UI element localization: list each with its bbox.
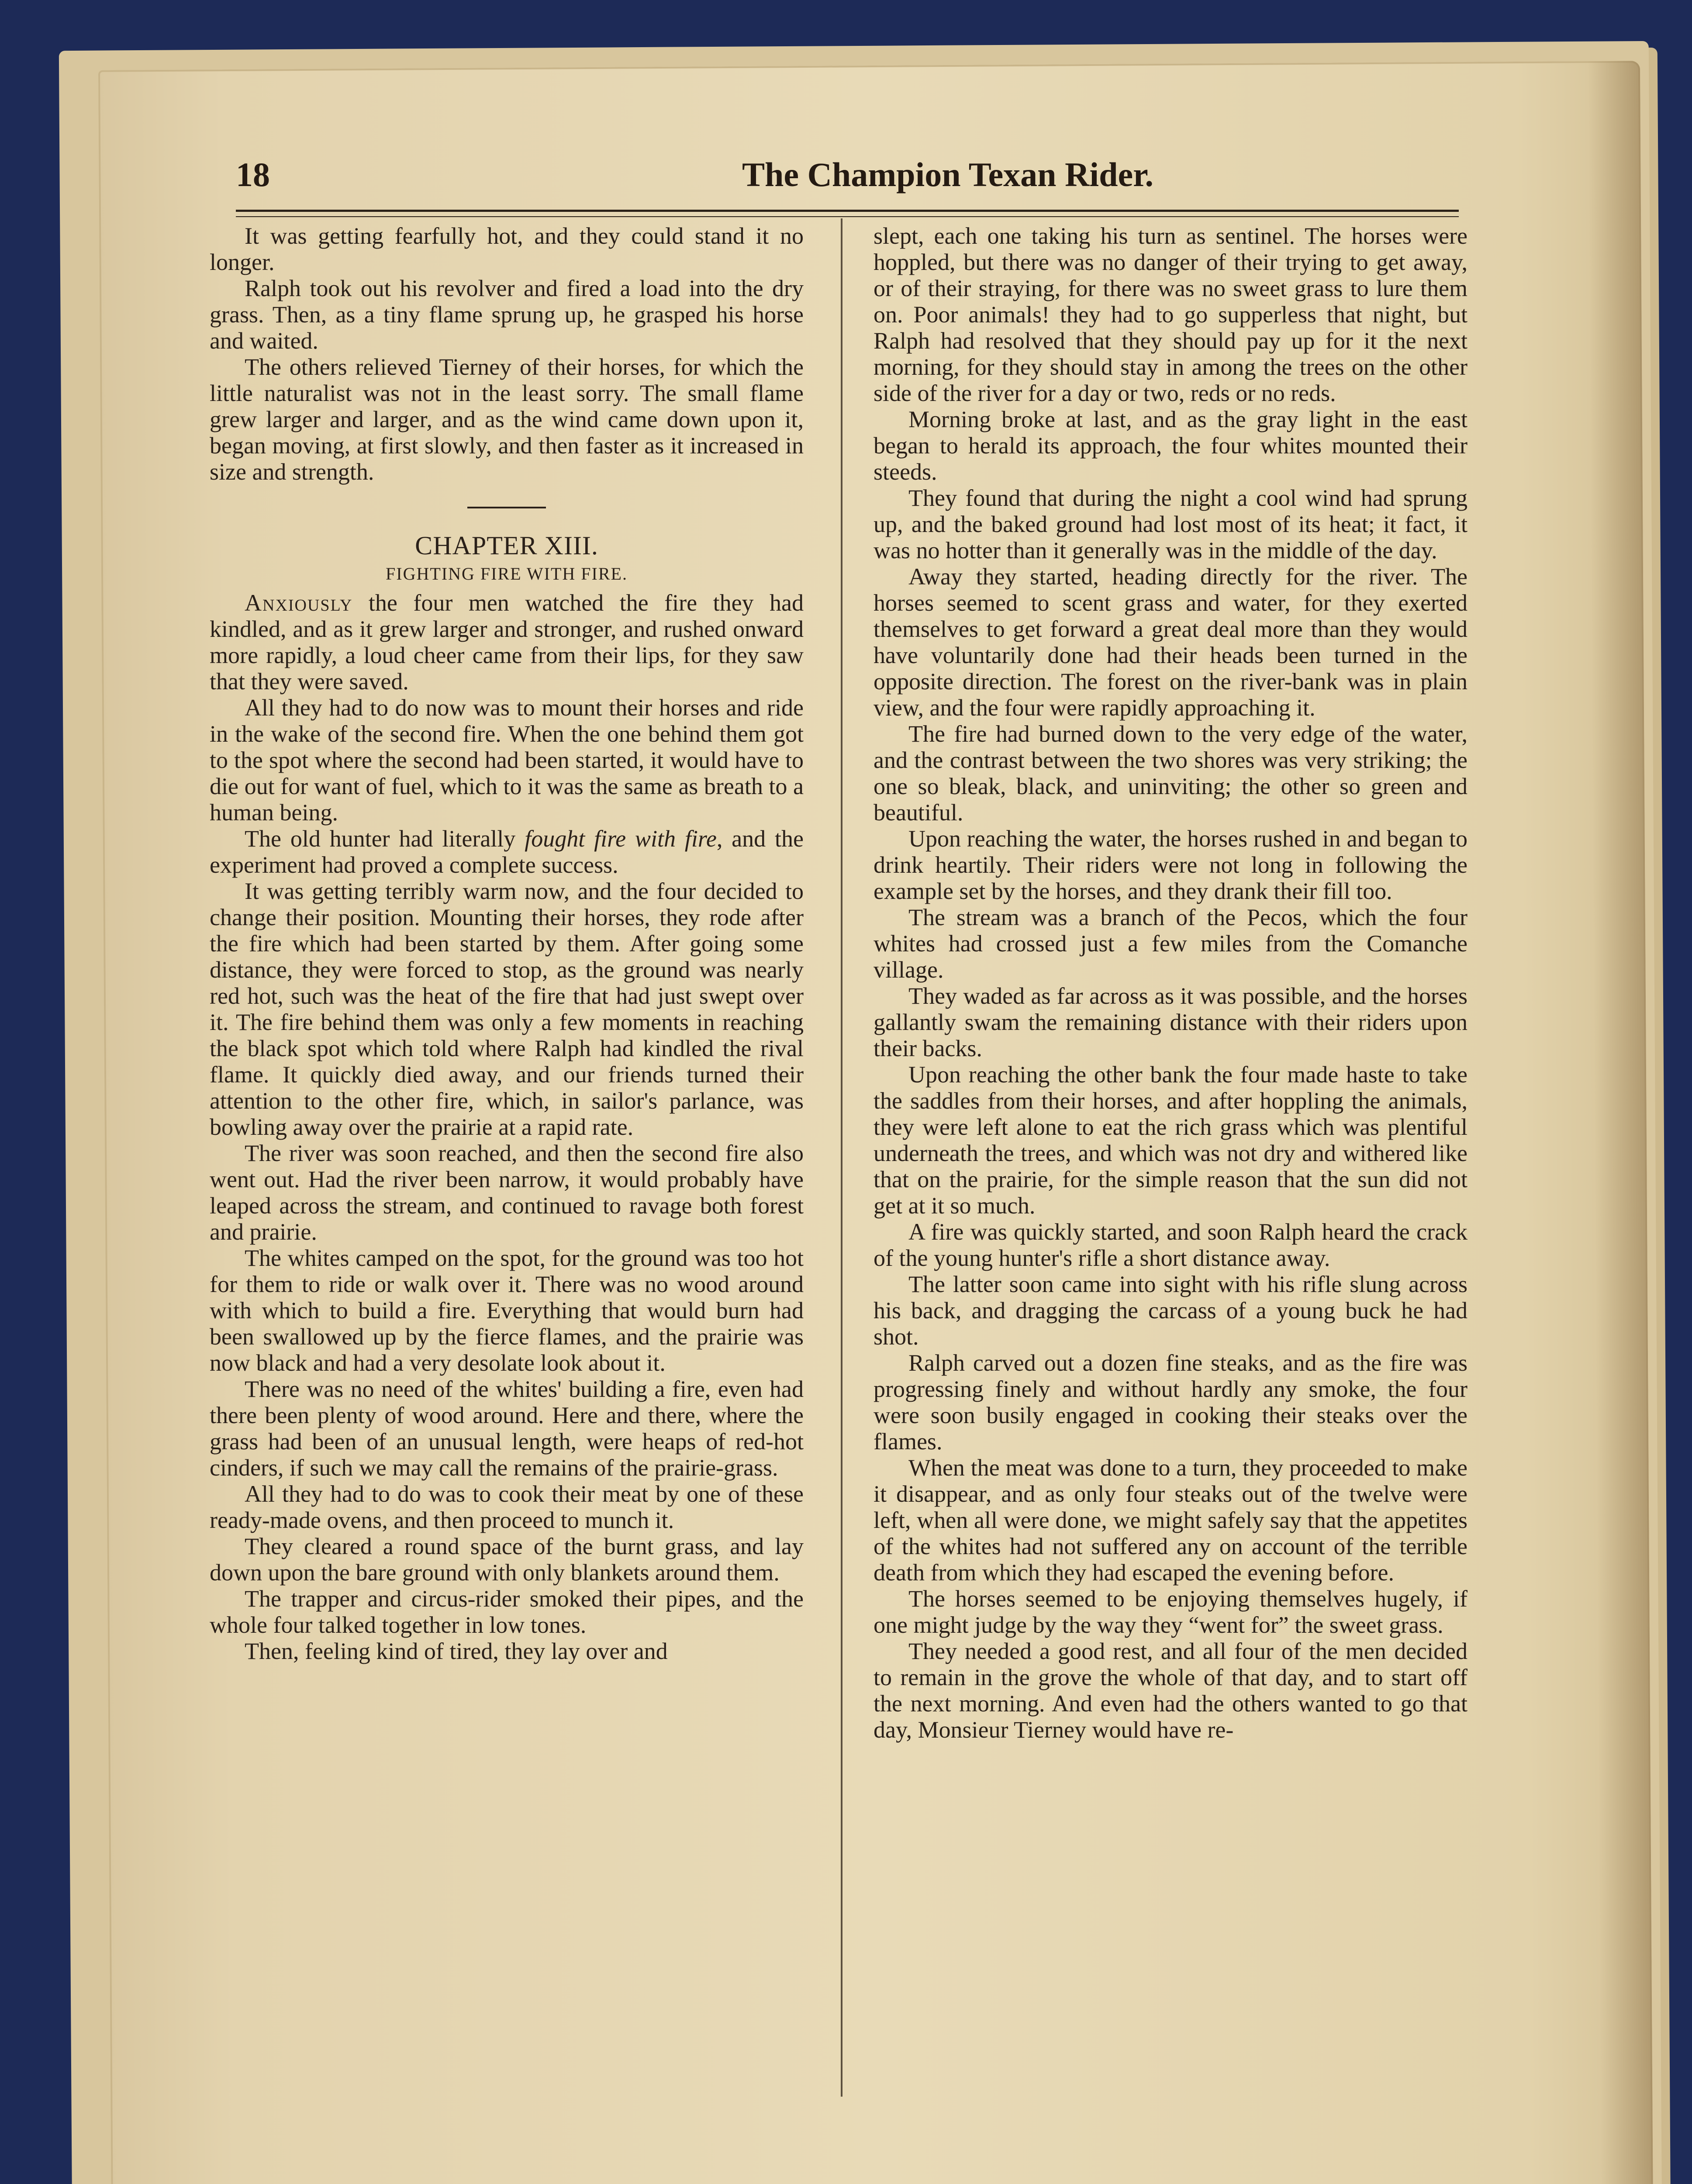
paragraph: The trapper and circus-rider smoked their pipes, and the whole four talked together in low tones. [210,1586,804,1638]
paragraph: Upon reaching the other bank the four made haste to take the saddles from their horses, and after hoppling the animals, they were left alone to eat the rich grass which was plentiful underneath the trees, and which was not dry and withered like that on the prairie, for the simple reason that the sun did not get at it so much. [874,1061,1468,1219]
paragraph-text: The old hunter had literally [245,826,525,852]
paragraph: They waded as far across as it was possible, and the horses gallantly swam the remaining distance with their riders upon their backs. [874,983,1468,1061]
paragraph: When the meat was done to a turn, they proceeded to make it disappear, and as only four steaks out of the twelve were left, when all were done, we might safely say that the appetites of the whites had not suffered any on account of the terrible death from which they had escaped the evening before. [874,1455,1468,1586]
paragraph-text: the four men watched the fire they had kindled, and as it grew larger and stronger, and rushed onward more rapidly, a loud cheer came from their lips, for they saw that they were saved. [210,590,804,695]
paragraph: They cleared a round space of the burnt grass, and lay down upon the bare ground with only blankets around them. [210,1533,804,1586]
paragraph: Then, feeling kind of tired, they lay over and [245,1638,668,1664]
chapter-subtitle: FIGHTING FIRE WITH FIRE. [386,564,628,584]
paragraph [210,590,804,695]
lead-word: Anxiously [245,590,353,616]
paragraph: It was getting terribly warm now, and the four decided to change their position. Mounting their horses, they rode after the fire which had been started by them. After going some distance, they were forced to stop, as the ground was nearly red hot, such was the heat of the fire that had just swept over it. The fire behind them was only a few moments in reaching the black spot which told where Ralph had kindled the rival flame. It quickly died away, and our friends turned their attention to the other fire, which, in sailor's parlance, was bowling away over the prairie at a rapid rate. [210,878,804,1140]
paragraph: Ralph carved out a dozen fine steaks, and as the fire was progressing finely and without hardly any smoke, the four were soon busily engaged in cooking their steaks over the flames. [874,1350,1468,1455]
section-divider [467,507,546,508]
right-column [874,223,1468,1743]
paragraph: Upon reaching the water, the horses rushed in and began to drink heartily. Their riders were not long in following the example set by the horses, and they drank their fill too. [874,826,1468,904]
column-divider [841,218,843,2097]
paragraph: The horses seemed to be enjoying themselves hugely, if one might judge by the way they “went for” the sweet grass. [874,1586,1468,1638]
paragraph: The fire had burned down to the very edge of the water, and the contrast between the two shores was very striking; the one so bleak, black, and uninviting; the other so green and beautiful. [874,721,1468,826]
paragraph-text: , and the experiment had proved a complete success. [210,826,804,878]
header-rule [236,210,1459,217]
paragraph: The river was soon reached, and then the second fire also went out. Had the river been narrow, it would probably have leaped across the stream, and continued to ravage both forest and prairie. [210,1140,804,1245]
paragraph-continued: slept, each one taking his turn as sentinel. The horses were hoppled, but there was no danger of their trying to get away, or of their straying, for there was no sweet grass to lure them on. Poor animals! they had to go supperless that night, but Ralph had resolved that they should pay up for it the next morning, for they should stay in among the trees on the other side of the river for a day or two, reds or no reds. [874,223,1468,406]
paragraph [210,826,804,878]
paragraph: All they had to do was to cook their meat by one of these ready-made ovens, and then proceed to munch it. [210,1481,804,1533]
paragraph: The whites camped on the spot, for the ground was too hot for them to ride or walk over it. There was no wood around with which to build a fire. Everything that would burn had been swallowed up by the fierce flames, and the prairie was now black and had a very desolate look about it. [210,1245,804,1376]
paragraph: The latter soon came into sight with his rifle slung across his back, and dragging the carcass of a young buck he had shot. [874,1271,1468,1350]
paragraph: It was getting fearfully hot, and they could stand it no longer. [210,223,804,275]
page-header [236,155,1459,207]
paragraph: There was no need of the whites' building a fire, even had there been plenty of wood around. Here and there, where the grass had been of an unusual length, were heaps of red-hot cinders, if such we may call the remains of the prairie-grass. [210,1376,804,1481]
page-number: 18 [236,156,270,194]
paragraph: A fire was quickly started, and soon Ralph heard the crack of the young hunter's rifle a short distance away. [874,1219,1468,1271]
paragraph: The stream was a branch of the Pecos, which the four whites had crossed just a few miles from the Comanche village. [874,904,1468,983]
running-title: The Champion Texan Rider. [742,156,1154,194]
left-column [210,223,804,1664]
paragraph: Morning broke at last, and as the gray light in the east began to herald its approach, the four whites mounted their steeds. [874,406,1468,485]
paragraph: Away they started, heading directly for the river. The horses seemed to scent grass and water, for they exerted themselves to get forward a great deal more than they would have voluntarily done had their heads been turned in the opposite direction. The forest on the river-bank was in plain view, and the four were rapidly approaching it. [874,563,1468,721]
chapter-title: CHAPTER XIII. [415,531,598,560]
paragraph: They found that during the night a cool wind had sprung up, and the baked ground had lost most of its heat; it fact, it was no hotter than it generally was in the middle of the day. [874,485,1468,563]
paragraph: The others relieved Tierney of their horses, for which the little naturalist was not in the least sorry. The small flame grew larger and larger, and as the wind came down upon it, began moving, at first slowly, and then faster as it increased in size and strength. [210,354,804,485]
paragraph: All they had to do now was to mount their horses and ride in the wake of the second fire. When the one behind them got to the spot where the second had been started, it would have to die out for want of fuel, which to it was the same as breath to a human being. [210,695,804,826]
paragraph: They needed a good rest, and all four of the men decided to remain in the grove the whole of that day, and to start off the next morning. And even had the others wanted to go that day, Monsieur Tierney would have re- [874,1638,1468,1743]
italic-phrase: fought fire with fire [525,826,717,852]
paragraph: Ralph took out his revolver and fired a load into the dry grass. Then, as a tiny flame sprung up, he grasped his horse and waited. [210,275,804,354]
